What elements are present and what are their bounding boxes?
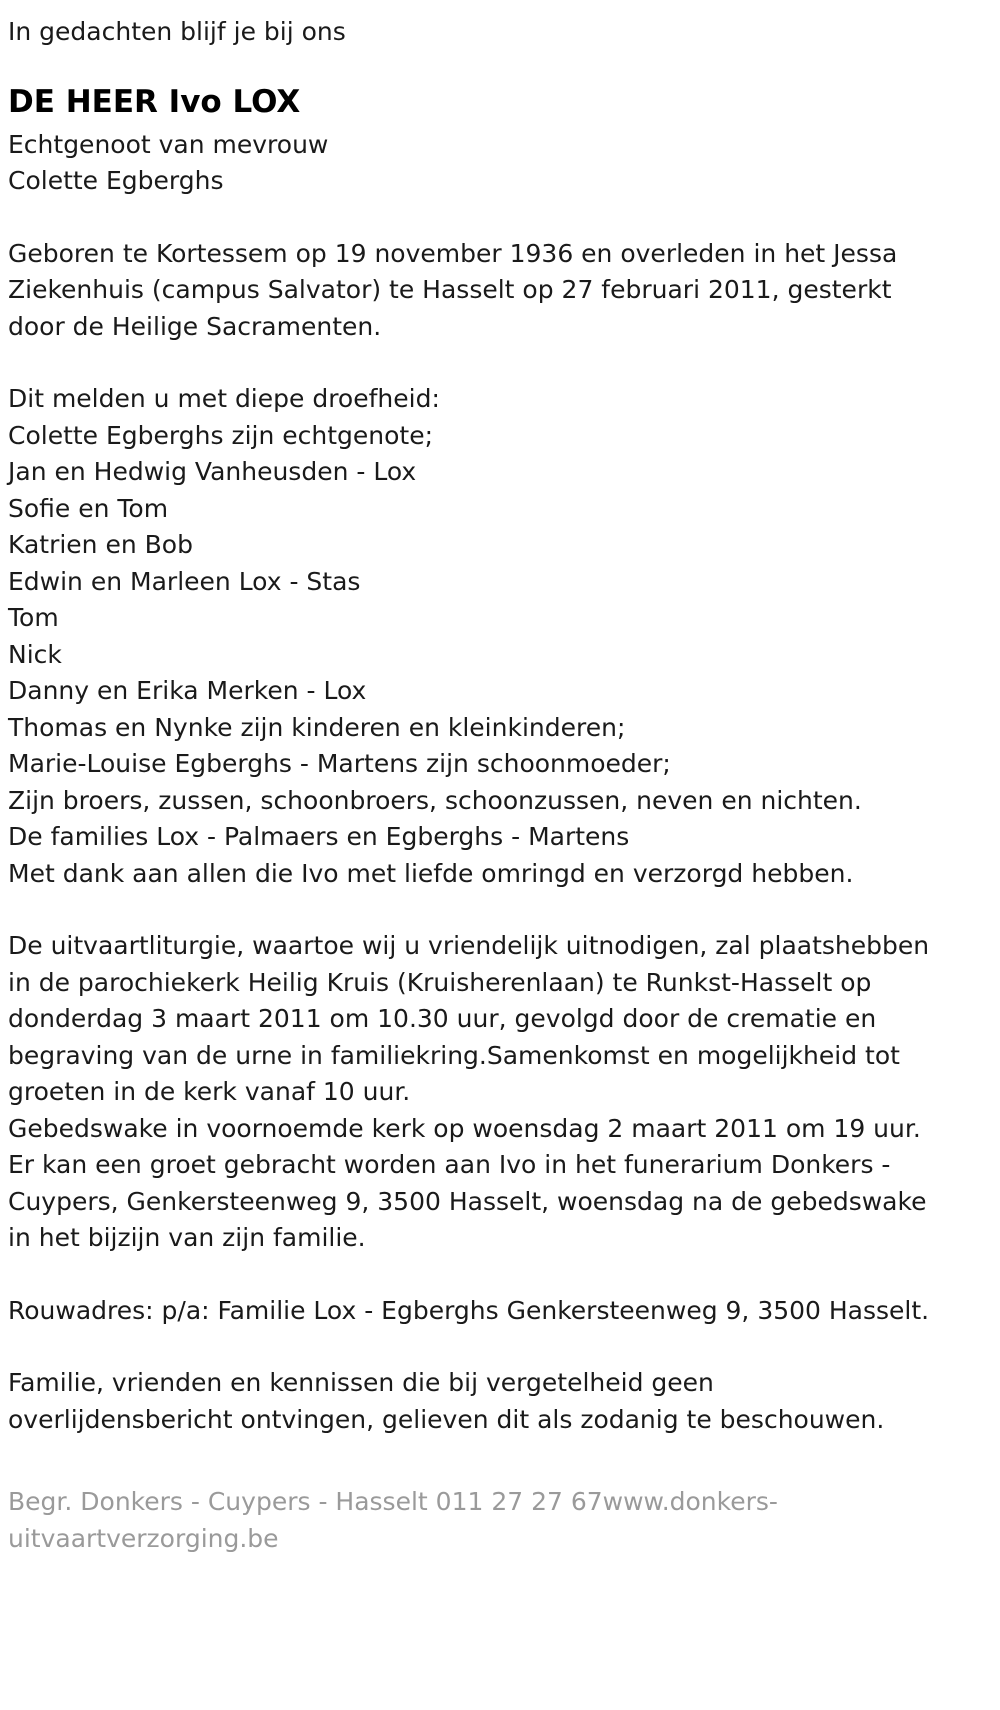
service-line: in het bijzijn van zijn familie.	[8, 1223, 366, 1252]
family-line: Met dank aan allen die Ivo met liefde omringd en verzorgd hebben.	[8, 858, 854, 888]
family-line: De families Lox - Palmaers en Egberghs - Martens	[8, 822, 630, 851]
service-line: Gebedswake in voornoemde kerk op woensdag 2 maart 2011 om 19 uur.	[8, 1113, 921, 1143]
notice-line: Familie, vrienden en kennissen die bij vergetelheid geen	[8, 1368, 714, 1397]
spacer-2	[8, 345, 944, 381]
birth-death-line: door de Heilige Sacramenten.	[8, 311, 382, 341]
family-line: Katrien en Bob	[8, 530, 193, 559]
birth-death-line: Geboren te Kortessem op 19 november 1936 en overleden in het Jessa	[8, 238, 898, 268]
family-line: Nick	[8, 639, 62, 669]
deceased-name: DE HEER Ivo LOX	[8, 83, 301, 120]
notice-block	[8, 1365, 944, 1438]
footer-line: uitvaartverzorging.be	[8, 1523, 279, 1553]
service-line: Cuypers, Genkersteenweg 9, 3500 Hasselt, woensdag na de gebedswake	[8, 1186, 927, 1216]
spacer-5	[8, 1329, 944, 1365]
service-line: in de parochiekerk Heilig Kruis (Kruisherenlaan) te Runkst-Hasselt op	[8, 967, 872, 997]
birth-death-line: Ziekenhuis (campus Salvator) te Hasselt op 27 februari 2011, gesterkt	[8, 275, 892, 304]
spouse-name: Colette Egberghs	[8, 166, 224, 195]
family-line: Jan en Hedwig Vanheusden - Lox	[8, 457, 417, 486]
family-line: Danny en Erika Merken - Lox	[8, 676, 367, 705]
birth-death-block	[8, 236, 944, 346]
spacer-4	[8, 1257, 944, 1293]
service-line: De uitvaartliturgie, waartoe wij u vriendelijk uitnodigen, zal plaatshebben	[8, 931, 930, 960]
service-line: begraving van de urne in familiekring.Samenkomst en mogelijkheid tot	[8, 1040, 900, 1070]
intro-text: In gedachten blijf je bij ons	[8, 17, 346, 46]
family-line: Tom	[8, 603, 59, 632]
spacer-1	[8, 200, 944, 236]
service-block	[8, 928, 944, 1257]
announcement-intro: Dit melden u met diepe droefheid:	[8, 384, 440, 413]
family-line: Edwin en Marleen Lox - Stas	[8, 566, 361, 596]
funeral-home-footer	[8, 1484, 944, 1557]
announcement-block	[8, 381, 944, 892]
family-line: Zijn broers, zussen, schoonbroers, schoonzussen, neven en nichten.	[8, 785, 862, 815]
service-line: groeten in de kerk vanaf 10 uur.	[8, 1077, 411, 1106]
mourning-address: Rouwadres: p/a: Familie Lox - Egberghs Genkersteenweg 9, 3500 Hasselt.	[8, 1295, 930, 1325]
spouse-line: Echtgenoot van mevrouw	[8, 129, 329, 159]
footer-line: Begr. Donkers - Cuypers - Hasselt 011 27 27 67www.donkers-	[8, 1487, 778, 1516]
notice-line: overlijdensbericht ontvingen, gelieven dit als zodanig te beschouwen.	[8, 1404, 885, 1434]
spacer-3	[8, 892, 944, 928]
family-line: Colette Egberghs zijn echtgenote;	[8, 420, 434, 450]
family-line: Sofie en Tom	[8, 493, 169, 523]
service-line: donderdag 3 maart 2011 om 10.30 uur, gevolgd door de crematie en	[8, 1004, 877, 1033]
spouse-block	[8, 127, 944, 200]
family-line: Thomas en Nynke zijn kinderen en kleinkinderen;	[8, 712, 626, 742]
service-line: Er kan een groet gebracht worden aan Ivo in het funerarium Donkers -	[8, 1150, 891, 1179]
family-line: Marie-Louise Egberghs - Martens zijn schoonmoeder;	[8, 749, 671, 778]
